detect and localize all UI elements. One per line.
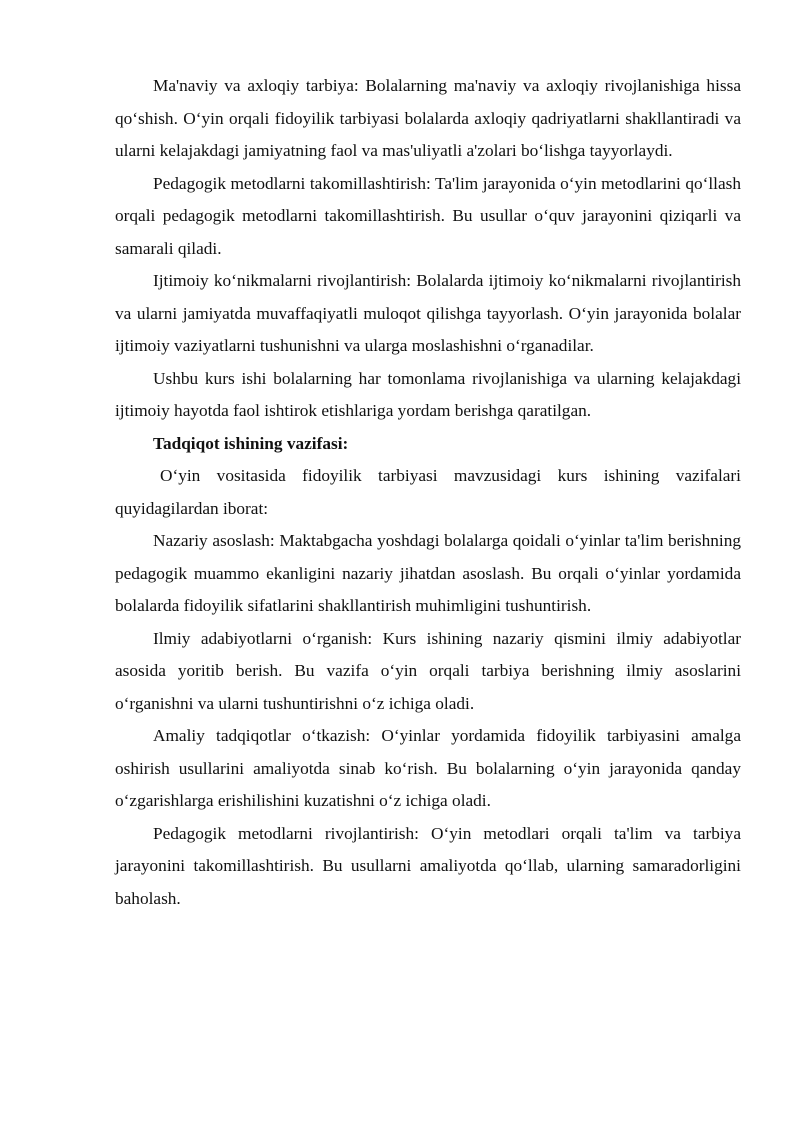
paragraph-tasks-intro: O‘yin vositasida fidoyilik tarbiyasi mavzusidagi kurs ishining vazifalari quyidagilardan iborat: [115,466,741,518]
paragraph-social-skills: Ijtimoiy ko‘nikmalarni rivojlantirish: Bolalarda ijtimoiy ko‘nikmalarni rivojlantirish va ularni jamiyatda muvaffaqiyatli muloqot qilishga tayyorlash. O‘yin jarayonida bolalar ijtimoiy vaziyatlarni tushunishni va ularga moslashishni o‘rganadilar. [115,271,741,355]
paragraph-task-theory: Nazariy asoslash: Maktabgacha yoshdagi bolalarga qoidali o‘yinlar ta'lim berishning pedagogik muammo ekanligini nazariy jihatdan asoslash. Bu orqali o‘yinlar yordamida bolalarda fidoyilik sifatlarini shakllantirish muhimligini tushuntirish. [115,531,741,615]
paragraph-task-methods: Pedagogik metodlarni rivojlantirish: O‘yin metodlari orqali ta'lim va tarbiya jarayonini takomillashtirish. Bu usullarni amaliyotda qo‘llab, ularning samaradorligini baholash. [115,823,741,908]
paragraph-moral-education: Ma'naviy va axloqiy tarbiya: Bolalarning ma'naviy va axloqiy rivojlanishiga hissa qo‘shish. O‘yin orqali fidoyilik tarbiyasi bolalarda axloqiy qadriyatlarni shakllantiradi va ularni kelajakdagi jamiyatning faol va mas'uliyatli a'zolari bo‘lishga tayyorlaydi. [115,76,741,160]
paragraph-course-aim: Ushbu kurs ishi bolalarning har tomonlama rivojlanishiga va ularning kelajakdagi ijtimoiy hayotda faol ishtirok etishlariga yordam berishga qaratilgan. [115,368,741,420]
paragraph-task-practice: Amaliy tadqiqotlar o‘tkazish: O‘yinlar yordamida fidoyilik tarbiyasini amalga oshirish usullarini amaliyotda sinab ko‘rish. Bu bolalarning o‘yin jarayonida qanday o‘zgarishlarga erishilishini kuzatishni o‘z ichiga oladi. [115,726,741,810]
paragraph-task-literature: Ilmiy adabiyotlarni o‘rganish: Kurs ishining nazariy qismini ilmiy adabiyotlar asosida yoritib berish. Bu vazifa o‘yin orqali tarbiya berishning ilmiy asoslarini o‘rganishni va ularni tushuntirishni o‘z ichiga oladi. [115,628,741,713]
page-body [115,70,741,915]
section-heading: Tadqiqot ishining vazifasi: [153,433,349,453]
paragraph-pedagogical-methods: Pedagogik metodlarni takomillashtirish: Ta'lim jarayonida o‘yin metodlarini qo‘llash orqali pedagogik metodlarni takomillashtirish. Bu usullar o‘quv jarayonini qiziqarli va samarali qiladi. [115,173,741,258]
